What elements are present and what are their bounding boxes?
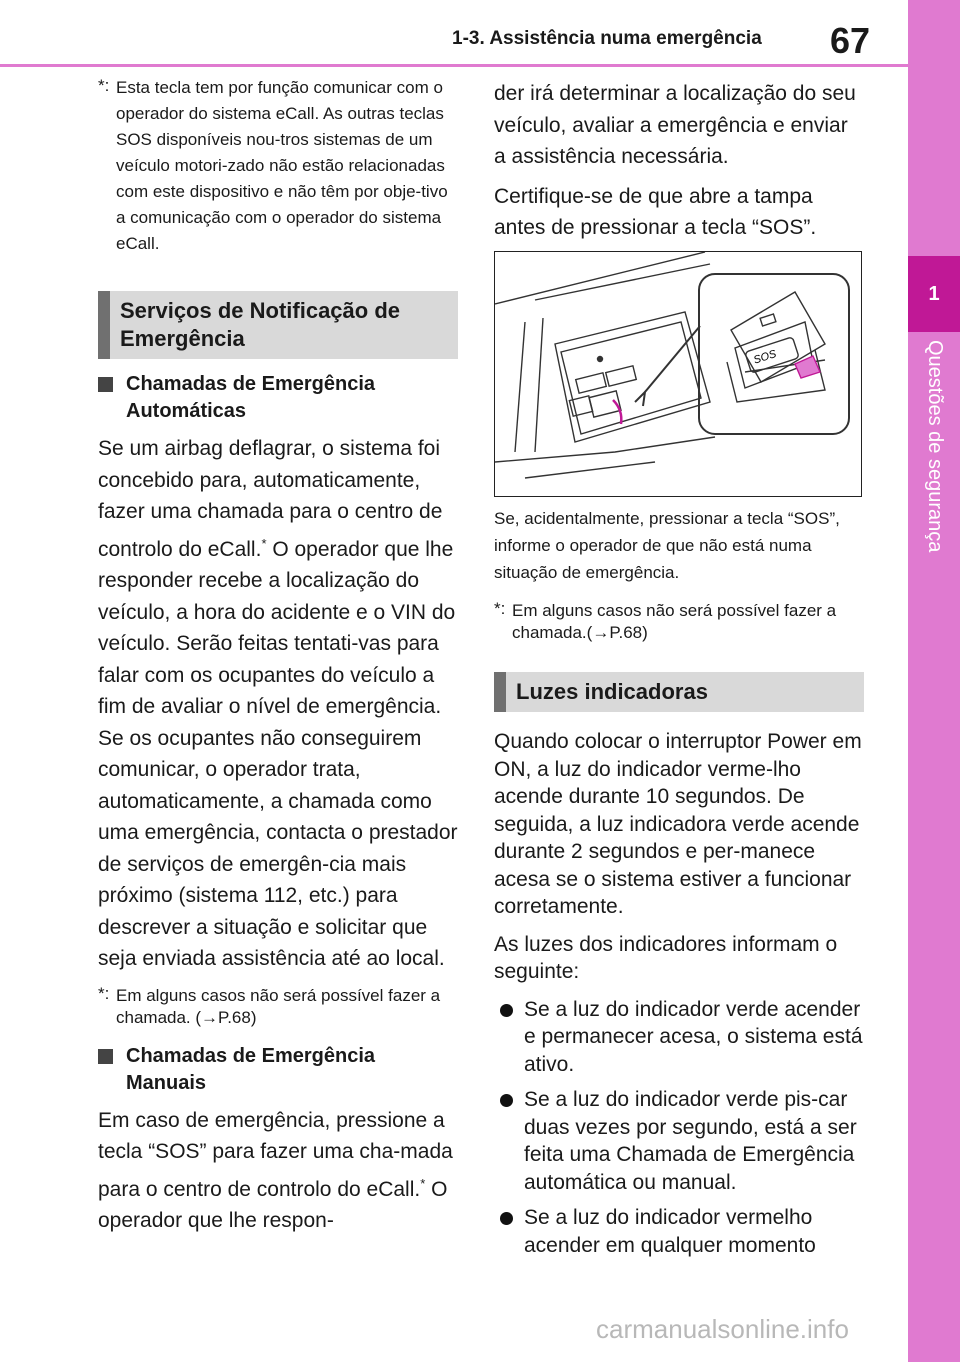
footnote-marker: *: bbox=[98, 983, 110, 1003]
watermark: carmanualsonline.info bbox=[596, 1314, 849, 1344]
footnote-marker: *: bbox=[98, 76, 110, 95]
paragraph-automatic-end: O operador que lhe responder recebe a localização do veículo, a hora do acidente e o VIN do veículo. Serão feitas tentati-vas para falar com os ocupantes do veículo a fim de avaliar o nível de emergência. Se os ocupantes não conseguirem comunicar, o operador trata, automaticamente, a chamada como uma emergência, contacta o prestador de serviços de emergên-cia mais próximo (sistema 112, etc.) para descrever a situação e solicitar que seja enviada assistência até ao local. bbox=[98, 537, 458, 970]
subheading-manual-text: Chamadas de Emergência Manuais bbox=[126, 1044, 375, 1094]
paragraph-open-cover: Certifique-se de que abre a tampa antes de pressionar a tecla “SOS”. bbox=[494, 184, 817, 239]
section-tab-label: Questões de segurança bbox=[924, 340, 946, 553]
subheading-automatic bbox=[98, 371, 458, 425]
page-number: 67 bbox=[830, 20, 871, 61]
header-rule bbox=[0, 64, 908, 67]
bullet-text: Se a luz do indicador verde acender e permanecer acesa, o sistema está ativo. bbox=[524, 997, 863, 1076]
footnote-marker: *: bbox=[494, 599, 506, 618]
bullet-item bbox=[494, 1086, 864, 1196]
paragraph-manual bbox=[98, 1105, 458, 1237]
square-bullet-icon bbox=[98, 1049, 113, 1064]
paragraph-automatic-start: Se um airbag deflagrar, o sistema foi concebido para, automaticamente, fazer uma chamada para o centro de controlo do eCall. bbox=[98, 437, 443, 561]
paragraph-continued: der irá determinar a localização do seu veículo, avaliar a emergência e enviar a assistência necessária. bbox=[494, 82, 856, 168]
paragraph-manual-end: O operador que lhe respon- bbox=[98, 1177, 448, 1232]
bullet-dot-icon bbox=[500, 1212, 513, 1225]
side-tab-strip bbox=[908, 0, 960, 1362]
right-column-bottom bbox=[494, 505, 864, 1267]
sos-button-illustration bbox=[494, 251, 862, 497]
square-bullet-icon bbox=[98, 377, 113, 392]
overhead-console-drawing bbox=[495, 252, 862, 497]
footnote-text: Esta tecla tem por função comunicar com o operador do sistema eCall. As outras teclas SOS disponíveis nou-tros sistemas de um veículo motori-zado não estão relacionadas com este dispositivo e não têm por obje-tivo a comunicação com o operador do sistema eCall. bbox=[116, 78, 448, 253]
section-title-indicators: Luzes indicadoras bbox=[494, 672, 864, 712]
chapter-tab: 1 bbox=[908, 256, 960, 332]
bullet-dot-icon bbox=[500, 1004, 513, 1017]
footnote-right-text: Em alguns casos não será possível fazer a chamada.(→P.68) bbox=[512, 601, 837, 642]
indicator-bullet-list bbox=[494, 996, 864, 1260]
footnote-automatic bbox=[98, 985, 458, 1029]
left-column bbox=[98, 75, 458, 1237]
paragraph-indicators: Quando colocar o interruptor Power em ON, a luz do indicador verme-lho acende durante 10 segundos. De seguida, a luz indicadora verde acende durante 2 segundos e per-manece acesa se o sistema estiver a funcionar corretamente. bbox=[494, 730, 862, 918]
paragraph-indicators-inform: As luzes dos indicadores informam o seguinte: bbox=[494, 932, 838, 983]
paragraph-manual-start: Em caso de emergência, pressione a tecla “SOS” para fazer uma cha-mada para o centro de controlo do eCall. bbox=[98, 1108, 453, 1201]
section-tab bbox=[908, 340, 960, 590]
paragraph-automatic bbox=[98, 433, 458, 975]
footnote-right bbox=[494, 600, 864, 644]
footnote-top bbox=[98, 75, 458, 257]
subheading-automatic-text: Chamadas de Emergência Automáticas bbox=[126, 373, 375, 422]
bullet-item bbox=[494, 1204, 864, 1259]
asterisk-marker: * bbox=[261, 535, 267, 551]
bullet-item bbox=[494, 996, 864, 1079]
bullet-dot-icon bbox=[500, 1094, 513, 1107]
asterisk-marker: * bbox=[420, 1175, 426, 1191]
header-section-title: 1-3. Assistência numa emergência bbox=[452, 28, 762, 49]
sos-key-label: SOS bbox=[752, 347, 778, 367]
section-title-notification: Serviços de Notificação de Emergência bbox=[98, 291, 458, 359]
footnote-automatic-text: Em alguns casos não será possível fazer a chamada. (→P.68) bbox=[116, 985, 441, 1027]
right-column-top bbox=[494, 78, 864, 244]
bullet-text: Se a luz do indicador verde pis-car duas vezes por segundo, está a ser feita uma Chamada de Emergência automática ou manual. bbox=[524, 1088, 857, 1194]
bullet-text: Se a luz do indicador vermelho acender em qualquer momento bbox=[524, 1206, 816, 1257]
subheading-manual bbox=[98, 1043, 458, 1097]
figure-caption: Se, acidentalmente, pressionar a tecla “SOS”, informe o operador de que não está numa situação de emergência. bbox=[494, 509, 840, 582]
